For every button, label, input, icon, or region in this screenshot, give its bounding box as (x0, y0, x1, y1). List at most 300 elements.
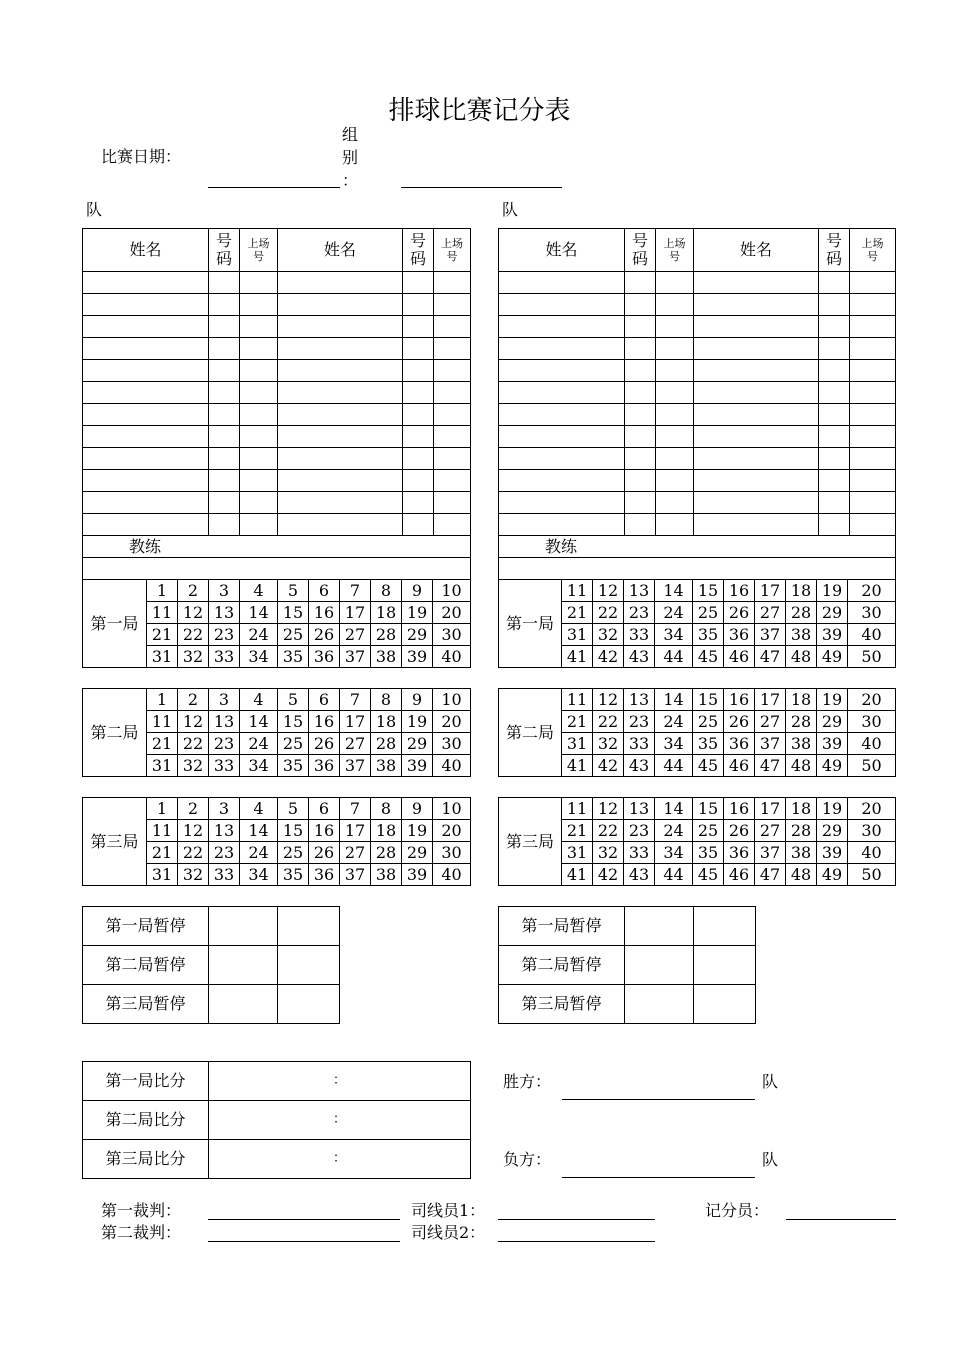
roster-entry-cell[interactable] (850, 338, 896, 360)
roster-entry-cell[interactable] (625, 294, 656, 316)
roster-entry-cell[interactable] (209, 360, 240, 382)
score-point-cell[interactable]: 39 (402, 864, 433, 886)
score-point-cell[interactable]: 24 (240, 842, 278, 864)
score-point-cell[interactable]: 5 (278, 798, 309, 820)
roster-entry-cell[interactable] (209, 272, 240, 294)
score-point-cell[interactable]: 22 (178, 624, 209, 646)
score-point-cell[interactable]: 40 (848, 733, 896, 755)
score-point-cell[interactable]: 23 (624, 820, 655, 842)
score-point-cell[interactable]: 38 (371, 864, 402, 886)
roster-entry-cell[interactable] (625, 272, 656, 294)
score-point-cell[interactable]: 26 (724, 711, 755, 733)
score-point-cell[interactable]: 5 (278, 580, 309, 602)
score-point-cell[interactable]: 36 (309, 646, 340, 668)
roster-entry-cell[interactable] (694, 448, 819, 470)
linesman2-field[interactable] (498, 1241, 655, 1242)
score-point-cell[interactable]: 39 (817, 624, 848, 646)
roster-entry-cell[interactable] (209, 316, 240, 338)
score-point-cell[interactable]: 46 (724, 755, 755, 777)
score-point-cell[interactable]: 20 (433, 711, 471, 733)
score-point-cell[interactable]: 10 (433, 689, 471, 711)
score-point-cell[interactable]: 11 (562, 689, 593, 711)
score-point-cell[interactable]: 36 (309, 755, 340, 777)
score-point-cell[interactable]: 11 (147, 711, 178, 733)
score-point-cell[interactable]: 44 (655, 646, 693, 668)
timeout-entry-cell[interactable] (278, 985, 340, 1024)
score-point-cell[interactable]: 21 (147, 624, 178, 646)
roster-entry-cell[interactable] (694, 294, 819, 316)
score-point-cell[interactable]: 14 (240, 711, 278, 733)
score-point-cell[interactable]: 26 (309, 624, 340, 646)
score-point-cell[interactable]: 23 (624, 711, 655, 733)
score-point-cell[interactable]: 32 (593, 733, 624, 755)
score-point-cell[interactable]: 14 (240, 820, 278, 842)
score-point-cell[interactable]: 28 (786, 602, 817, 624)
score-point-cell[interactable]: 14 (240, 602, 278, 624)
score-point-cell[interactable]: 6 (309, 798, 340, 820)
score-point-cell[interactable]: 40 (848, 624, 896, 646)
roster-entry-cell[interactable] (434, 470, 471, 492)
roster-entry-cell[interactable] (694, 426, 819, 448)
roster-entry-cell[interactable] (656, 514, 694, 536)
score-point-cell[interactable]: 11 (562, 798, 593, 820)
score-point-cell[interactable]: 15 (693, 580, 724, 602)
score-point-cell[interactable]: 19 (817, 689, 848, 711)
roster-entry-cell[interactable] (625, 448, 656, 470)
score-point-cell[interactable]: 14 (655, 580, 693, 602)
score-point-cell[interactable]: 23 (209, 842, 240, 864)
score-point-cell[interactable]: 30 (433, 624, 471, 646)
roster-entry-cell[interactable] (240, 470, 278, 492)
score-point-cell[interactable]: 13 (624, 689, 655, 711)
roster-entry-cell[interactable] (240, 426, 278, 448)
score-point-cell[interactable]: 33 (624, 624, 655, 646)
roster-entry-cell[interactable] (625, 316, 656, 338)
score-point-cell[interactable]: 15 (278, 602, 309, 624)
roster-entry-cell[interactable] (694, 338, 819, 360)
score-point-cell[interactable]: 33 (209, 646, 240, 668)
roster-entry-cell[interactable] (850, 360, 896, 382)
roster-entry-cell[interactable] (83, 492, 209, 514)
roster-entry-cell[interactable] (278, 514, 403, 536)
roster-entry-cell[interactable] (209, 338, 240, 360)
score-point-cell[interactable]: 18 (371, 602, 402, 624)
roster-entry-cell[interactable] (656, 272, 694, 294)
roster-entry-cell[interactable] (499, 470, 625, 492)
score-point-cell[interactable]: 14 (655, 798, 693, 820)
score-point-cell[interactable]: 6 (309, 580, 340, 602)
score-point-cell[interactable]: 1 (147, 689, 178, 711)
score-point-cell[interactable]: 3 (209, 580, 240, 602)
roster-entry-cell[interactable] (240, 294, 278, 316)
roster-entry-cell[interactable] (499, 448, 625, 470)
score-point-cell[interactable]: 28 (371, 624, 402, 646)
score-point-cell[interactable]: 27 (755, 711, 786, 733)
score-point-cell[interactable]: 22 (593, 602, 624, 624)
roster-entry-cell[interactable] (83, 272, 209, 294)
roster-entry-cell[interactable] (209, 492, 240, 514)
score-point-cell[interactable]: 31 (562, 624, 593, 646)
score-point-cell[interactable]: 2 (178, 580, 209, 602)
score-point-cell[interactable]: 31 (147, 864, 178, 886)
score-point-cell[interactable]: 27 (340, 842, 371, 864)
score-point-cell[interactable]: 15 (278, 820, 309, 842)
roster-entry-cell[interactable] (83, 316, 209, 338)
score-point-cell[interactable]: 30 (848, 602, 896, 624)
roster-entry-cell[interactable] (850, 272, 896, 294)
roster-entry-cell[interactable] (850, 470, 896, 492)
score-point-cell[interactable]: 30 (848, 711, 896, 733)
roster-entry-cell[interactable] (403, 404, 434, 426)
score-point-cell[interactable]: 49 (817, 755, 848, 777)
score-point-cell[interactable]: 11 (147, 820, 178, 842)
score-point-cell[interactable]: 39 (402, 646, 433, 668)
score-point-cell[interactable]: 16 (309, 820, 340, 842)
score-point-cell[interactable]: 11 (562, 580, 593, 602)
score-point-cell[interactable]: 17 (755, 689, 786, 711)
loser-field[interactable] (562, 1177, 755, 1178)
score-point-cell[interactable]: 48 (786, 646, 817, 668)
timeout-entry-cell[interactable] (278, 946, 340, 985)
score-point-cell[interactable]: 47 (755, 864, 786, 886)
score-point-cell[interactable]: 40 (433, 755, 471, 777)
roster-entry-cell[interactable] (434, 338, 471, 360)
roster-entry-cell[interactable] (403, 426, 434, 448)
score-point-cell[interactable]: 21 (147, 733, 178, 755)
roster-entry-cell[interactable] (819, 514, 850, 536)
roster-entry-cell[interactable] (819, 426, 850, 448)
score-point-cell[interactable]: 42 (593, 864, 624, 886)
roster-entry-cell[interactable] (209, 514, 240, 536)
score-point-cell[interactable]: 43 (624, 864, 655, 886)
score-point-cell[interactable]: 17 (755, 580, 786, 602)
roster-entry-cell[interactable] (625, 470, 656, 492)
score-point-cell[interactable]: 42 (593, 755, 624, 777)
group-field[interactable] (401, 187, 562, 188)
roster-entry-cell[interactable] (209, 426, 240, 448)
roster-entry-cell[interactable] (850, 294, 896, 316)
roster-entry-cell[interactable] (240, 448, 278, 470)
roster-entry-cell[interactable] (819, 294, 850, 316)
score-point-cell[interactable]: 24 (655, 820, 693, 842)
score-point-cell[interactable]: 12 (178, 711, 209, 733)
roster-entry-cell[interactable] (83, 338, 209, 360)
score-point-cell[interactable]: 40 (433, 646, 471, 668)
score-point-cell[interactable]: 3 (209, 798, 240, 820)
score-point-cell[interactable]: 25 (278, 733, 309, 755)
score-point-cell[interactable]: 48 (786, 864, 817, 886)
score-point-cell[interactable]: 37 (340, 755, 371, 777)
roster-entry-cell[interactable] (694, 470, 819, 492)
roster-entry-cell[interactable] (240, 360, 278, 382)
score-point-cell[interactable]: 17 (340, 602, 371, 624)
score-point-cell[interactable]: 50 (848, 755, 896, 777)
set-score-entry[interactable] (209, 1140, 471, 1179)
roster-entry-cell[interactable] (625, 426, 656, 448)
score-point-cell[interactable]: 4 (240, 689, 278, 711)
score-point-cell[interactable]: 18 (786, 689, 817, 711)
score-point-cell[interactable]: 20 (848, 689, 896, 711)
timeout-entry-cell[interactable] (694, 985, 756, 1024)
score-point-cell[interactable]: 29 (402, 733, 433, 755)
score-point-cell[interactable]: 29 (402, 624, 433, 646)
score-point-cell[interactable]: 21 (562, 820, 593, 842)
score-point-cell[interactable]: 24 (655, 602, 693, 624)
score-point-cell[interactable]: 16 (724, 580, 755, 602)
score-point-cell[interactable]: 37 (755, 624, 786, 646)
roster-entry-cell[interactable] (403, 492, 434, 514)
score-point-cell[interactable]: 39 (402, 755, 433, 777)
score-point-cell[interactable]: 30 (848, 820, 896, 842)
roster-entry-cell[interactable] (656, 492, 694, 514)
roster-entry-cell[interactable] (499, 492, 625, 514)
match-date-field[interactable] (208, 187, 340, 188)
roster-entry-cell[interactable] (403, 294, 434, 316)
score-point-cell[interactable]: 32 (593, 624, 624, 646)
score-point-cell[interactable]: 43 (624, 646, 655, 668)
score-point-cell[interactable]: 25 (693, 602, 724, 624)
roster-entry-cell[interactable] (209, 382, 240, 404)
score-point-cell[interactable]: 15 (278, 711, 309, 733)
score-point-cell[interactable]: 15 (693, 798, 724, 820)
score-point-cell[interactable]: 5 (278, 689, 309, 711)
score-point-cell[interactable]: 27 (755, 602, 786, 624)
score-point-cell[interactable]: 29 (402, 842, 433, 864)
referee2-field[interactable] (208, 1241, 400, 1242)
roster-entry-cell[interactable] (83, 360, 209, 382)
roster-entry-cell[interactable] (278, 294, 403, 316)
roster-entry-cell[interactable] (499, 316, 625, 338)
score-point-cell[interactable]: 42 (593, 646, 624, 668)
roster-entry-cell[interactable] (240, 272, 278, 294)
roster-entry-cell[interactable] (819, 338, 850, 360)
score-point-cell[interactable]: 9 (402, 580, 433, 602)
roster-entry-cell[interactable] (850, 316, 896, 338)
score-point-cell[interactable]: 49 (817, 646, 848, 668)
score-point-cell[interactable]: 49 (817, 864, 848, 886)
score-point-cell[interactable]: 40 (433, 864, 471, 886)
score-point-cell[interactable]: 24 (655, 711, 693, 733)
score-point-cell[interactable]: 12 (593, 798, 624, 820)
roster-entry-cell[interactable] (240, 492, 278, 514)
score-point-cell[interactable]: 36 (724, 842, 755, 864)
score-point-cell[interactable]: 35 (278, 755, 309, 777)
score-point-cell[interactable]: 44 (655, 864, 693, 886)
score-point-cell[interactable]: 32 (178, 864, 209, 886)
timeout-entry-cell[interactable] (209, 907, 278, 946)
roster-entry-cell[interactable] (83, 514, 209, 536)
roster-entry-cell[interactable] (850, 514, 896, 536)
roster-entry-cell[interactable] (278, 426, 403, 448)
roster-entry-cell[interactable] (625, 360, 656, 382)
score-point-cell[interactable]: 34 (655, 624, 693, 646)
score-point-cell[interactable]: 12 (593, 689, 624, 711)
score-point-cell[interactable]: 34 (655, 842, 693, 864)
roster-entry-cell[interactable] (656, 426, 694, 448)
score-point-cell[interactable]: 38 (786, 624, 817, 646)
score-point-cell[interactable]: 20 (433, 820, 471, 842)
score-point-cell[interactable]: 35 (278, 646, 309, 668)
score-point-cell[interactable]: 28 (786, 820, 817, 842)
roster-entry-cell[interactable] (403, 448, 434, 470)
score-point-cell[interactable]: 28 (371, 842, 402, 864)
score-point-cell[interactable]: 9 (402, 798, 433, 820)
score-point-cell[interactable]: 38 (786, 733, 817, 755)
roster-entry-cell[interactable] (240, 382, 278, 404)
score-point-cell[interactable]: 20 (848, 798, 896, 820)
roster-entry-cell[interactable] (819, 448, 850, 470)
score-point-cell[interactable]: 7 (340, 689, 371, 711)
score-point-cell[interactable]: 27 (340, 624, 371, 646)
roster-entry-cell[interactable] (83, 404, 209, 426)
score-point-cell[interactable]: 17 (755, 798, 786, 820)
score-point-cell[interactable]: 9 (402, 689, 433, 711)
score-point-cell[interactable]: 19 (402, 711, 433, 733)
score-point-cell[interactable]: 36 (724, 733, 755, 755)
score-point-cell[interactable]: 35 (693, 842, 724, 864)
score-point-cell[interactable]: 32 (178, 755, 209, 777)
score-point-cell[interactable]: 35 (693, 733, 724, 755)
roster-entry-cell[interactable] (850, 426, 896, 448)
score-point-cell[interactable]: 33 (209, 864, 240, 886)
linesman1-field[interactable] (498, 1219, 655, 1220)
score-point-cell[interactable]: 1 (147, 580, 178, 602)
roster-entry-cell[interactable] (83, 448, 209, 470)
score-point-cell[interactable]: 25 (693, 711, 724, 733)
roster-entry-cell[interactable] (403, 382, 434, 404)
score-point-cell[interactable]: 19 (402, 820, 433, 842)
score-point-cell[interactable]: 26 (724, 602, 755, 624)
score-point-cell[interactable]: 41 (562, 864, 593, 886)
score-point-cell[interactable]: 38 (786, 842, 817, 864)
score-point-cell[interactable]: 50 (848, 864, 896, 886)
score-point-cell[interactable]: 17 (340, 820, 371, 842)
score-point-cell[interactable]: 22 (178, 842, 209, 864)
score-point-cell[interactable]: 18 (371, 820, 402, 842)
score-point-cell[interactable]: 35 (693, 624, 724, 646)
score-point-cell[interactable]: 22 (593, 711, 624, 733)
roster-entry-cell[interactable] (240, 514, 278, 536)
roster-entry-cell[interactable] (209, 448, 240, 470)
roster-entry-cell[interactable] (403, 470, 434, 492)
score-point-cell[interactable]: 1 (147, 798, 178, 820)
score-point-cell[interactable]: 13 (624, 580, 655, 602)
roster-entry-cell[interactable] (209, 404, 240, 426)
score-point-cell[interactable]: 45 (693, 646, 724, 668)
roster-entry-cell[interactable] (240, 404, 278, 426)
score-point-cell[interactable]: 46 (724, 864, 755, 886)
roster-entry-cell[interactable] (499, 404, 625, 426)
score-point-cell[interactable]: 32 (178, 646, 209, 668)
roster-entry-cell[interactable] (850, 492, 896, 514)
score-point-cell[interactable]: 27 (755, 820, 786, 842)
timeout-entry-cell[interactable] (209, 985, 278, 1024)
roster-entry-cell[interactable] (499, 514, 625, 536)
roster-entry-cell[interactable] (819, 272, 850, 294)
score-point-cell[interactable]: 2 (178, 689, 209, 711)
roster-entry-cell[interactable] (403, 514, 434, 536)
scorer-field[interactable] (786, 1219, 896, 1220)
roster-entry-cell[interactable] (819, 316, 850, 338)
roster-entry-cell[interactable] (83, 426, 209, 448)
score-point-cell[interactable]: 28 (786, 711, 817, 733)
roster-entry-cell[interactable] (83, 294, 209, 316)
set-score-entry[interactable] (209, 1062, 471, 1101)
score-point-cell[interactable]: 20 (433, 602, 471, 624)
roster-entry-cell[interactable] (403, 360, 434, 382)
score-point-cell[interactable]: 21 (147, 842, 178, 864)
roster-entry-cell[interactable] (656, 404, 694, 426)
timeout-entry-cell[interactable] (209, 946, 278, 985)
score-point-cell[interactable]: 16 (309, 711, 340, 733)
roster-entry-cell[interactable] (625, 338, 656, 360)
score-point-cell[interactable]: 33 (624, 733, 655, 755)
score-point-cell[interactable]: 47 (755, 646, 786, 668)
score-point-cell[interactable]: 15 (693, 689, 724, 711)
score-point-cell[interactable]: 34 (240, 755, 278, 777)
score-point-cell[interactable]: 29 (817, 711, 848, 733)
roster-entry-cell[interactable] (499, 426, 625, 448)
score-point-cell[interactable]: 45 (693, 755, 724, 777)
timeout-entry-cell[interactable] (625, 946, 694, 985)
score-point-cell[interactable]: 40 (848, 842, 896, 864)
score-point-cell[interactable]: 38 (371, 646, 402, 668)
roster-entry-cell[interactable] (434, 514, 471, 536)
score-point-cell[interactable]: 4 (240, 798, 278, 820)
roster-entry-cell[interactable] (656, 470, 694, 492)
score-point-cell[interactable]: 39 (817, 842, 848, 864)
score-point-cell[interactable]: 26 (309, 733, 340, 755)
roster-entry-cell[interactable] (819, 360, 850, 382)
score-point-cell[interactable]: 37 (340, 646, 371, 668)
score-point-cell[interactable]: 37 (755, 733, 786, 755)
roster-entry-cell[interactable] (209, 294, 240, 316)
score-point-cell[interactable]: 23 (624, 602, 655, 624)
score-point-cell[interactable]: 13 (209, 602, 240, 624)
score-point-cell[interactable]: 12 (593, 580, 624, 602)
roster-entry-cell[interactable] (278, 382, 403, 404)
score-point-cell[interactable]: 13 (209, 711, 240, 733)
roster-entry-cell[interactable] (819, 404, 850, 426)
score-point-cell[interactable]: 37 (340, 864, 371, 886)
score-point-cell[interactable]: 44 (655, 755, 693, 777)
score-point-cell[interactable]: 11 (147, 602, 178, 624)
score-point-cell[interactable]: 31 (562, 733, 593, 755)
referee1-field[interactable] (208, 1219, 400, 1220)
roster-entry-cell[interactable] (694, 316, 819, 338)
score-point-cell[interactable]: 37 (755, 842, 786, 864)
roster-entry-cell[interactable] (499, 338, 625, 360)
score-point-cell[interactable]: 22 (593, 820, 624, 842)
score-point-cell[interactable]: 22 (178, 733, 209, 755)
score-point-cell[interactable]: 7 (340, 580, 371, 602)
score-point-cell[interactable]: 32 (593, 842, 624, 864)
timeout-entry-cell[interactable] (694, 946, 756, 985)
roster-entry-cell[interactable] (499, 360, 625, 382)
score-point-cell[interactable]: 8 (371, 580, 402, 602)
roster-entry-cell[interactable] (850, 404, 896, 426)
score-point-cell[interactable]: 8 (371, 798, 402, 820)
roster-entry-cell[interactable] (434, 360, 471, 382)
score-point-cell[interactable]: 18 (786, 580, 817, 602)
score-point-cell[interactable]: 25 (693, 820, 724, 842)
score-point-cell[interactable]: 33 (624, 842, 655, 864)
set-score-entry[interactable] (209, 1101, 471, 1140)
roster-entry-cell[interactable] (499, 294, 625, 316)
score-point-cell[interactable]: 34 (240, 646, 278, 668)
roster-entry-cell[interactable] (278, 316, 403, 338)
roster-entry-cell[interactable] (625, 514, 656, 536)
